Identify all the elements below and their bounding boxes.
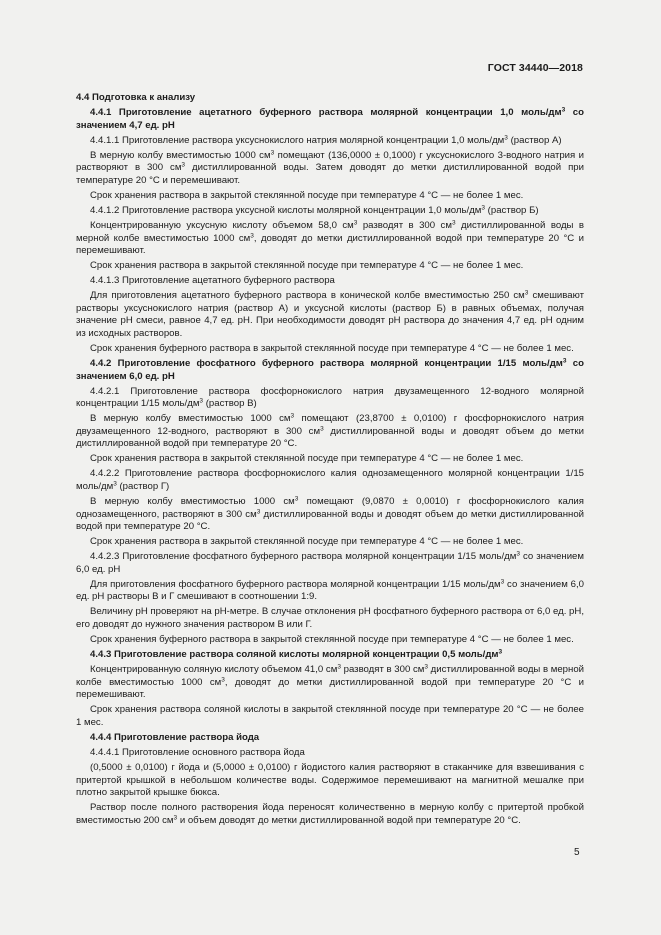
body-paragraph: Для приготовления фосфатного буферного раствора молярной концентрации 1/15 моль/$дм^3$ со значением 6,0 ед. рН растворы В и Г смешивают в соотношении 1:9. [76, 578, 584, 603]
body-paragraph: В мерную колбу вместимостью 1000 $см^3$ помещают (136,0000 ± 0,1000) г уксуснокислого 3-водного натрия и растворяют в 300 $см^3$ дистиллированной воды. Затем доводят до метки дистиллированной водой при температуре 20 °С и перемешивают. [76, 149, 584, 186]
section-heading: 4.4.2 Приготовление фосфатного буферного раствора молярной концентрации 1/15 моль/$дм^3$ со значением 6,0 ед. рН [76, 357, 584, 382]
body-paragraph: Срок хранения раствора в закрытой стеклянной посуде при температуре 4 °С — не более 1 мес. [90, 189, 524, 201]
section-heading: 4.4.2.3 Приготовление фосфатного буферного раствора молярной концентрации 1/15 моль/$дм^3$ со значением 6,0 ед. рН [76, 550, 584, 575]
body-paragraph: Концентрированную уксусную кислоту объемом 58,0 $см^3$ разводят в 300 $см^3$ дистиллированной воды в мерной колбе вместимостью 1000 $см^3$, доводят до метки дистиллированной водой при температуре 20 °С и перемешивают. [76, 219, 584, 257]
body-paragraph: Срок хранения буферного раствора в закрытой стеклянной посуде при температуре 4 °С — не более 1 мес. [90, 342, 574, 354]
section-heading: 4.4.4.1 Приготовление основного раствора йода [90, 746, 305, 758]
section-heading: 4.4.1.2 Приготовление раствора уксусной кислоты молярной концентрации 1,0 моль/$дм^3$ (раствор Б) [90, 204, 539, 216]
section-heading: 4.4 Подготовка к анализу [76, 92, 196, 103]
section-heading: 4.4.4 Приготовление раствора йода [90, 731, 260, 743]
document-body [76, 92, 584, 830]
body-paragraph: В мерную колбу вместимостью 1000 $см^3$ помещают (9,0870 ± 0,0010) г фосфорнокислого калия однозамещенного, растворяют в 300 $см^3$ дистиллированной воды и доводят объем до метки дистиллированной водой при температуре 20 °С. [76, 495, 585, 532]
body-paragraph: Раствор после полного растворения йода переносят количественно в мерную колбу с притертой пробкой вместимостью 200 $см^3$ и объем доводят до метки дистиллированной водой при температуре 20 °С. [76, 802, 584, 826]
section-heading: 4.4.1.1 Приготовление раствора уксуснокислого натрия молярной концентрации 1,0 моль/$дм^3$ (раствор А) [90, 134, 562, 146]
body-paragraph: Срок хранения буферного раствора в закрытой стеклянной посуде при температуре 4 °С — не более 1 мес. [90, 633, 574, 645]
body-paragraph: В мерную колбу вместимостью 1000 $см^3$ помещают (23,8700 ± 0,0100) г фосфорнокислого натрия двузамещенного 12-водного, растворяют в 300 $см^3$ дистиллированной воды и доводят объем до метки дистиллированной водой при температуре 20 °С. [76, 412, 584, 450]
section-heading: 4.4.2.1 Приготовление раствора фосфорнокислого натрия двузамещенного 12-водного молярной концентрации 1/15 моль/$дм^3$ (раствор В) [76, 385, 584, 410]
section-heading: 4.4.2.2 Приготовление раствора фосфорнокислого калия однозамещенного молярной концентрации 1/15 моль/$дм^3$ (раствор Г) [76, 468, 584, 492]
body-paragraph: Срок хранения раствора соляной кислоты в закрытой стеклянной посуде при температуре 20 °С — не более 1 мес. [76, 704, 584, 728]
body-paragraph: Срок хранения раствора в закрытой стеклянной посуде при температуре 4 °С — не более 1 мес. [90, 453, 524, 465]
body-paragraph: Для приготовления ацетатного буферного раствора в конической колбе вместимостью 250 $см^3$ смешивают растворы уксуснокислого натрия (раствор А) и уксусной кислоты (раствор Б) в равных объемах, получая значение рН смеси, равное 4,7 ед. рН. При необходимости доводят рН раствора до значения 4,7 ед. рН одним из исходных растворов. [76, 289, 584, 339]
section-heading: 4.4.1 Приготовление ацетатного буферного раствора молярной концентрации 1,0 моль/$дм^3$ со значением 4,7 ед. рН [76, 106, 584, 131]
body-paragraph: Величину рН проверяют на рН-метре. В случае отклонения рН фосфатного буферного раствора от 6,0 ед. рН, его доводят до нужного значения раствором В или Г. [76, 606, 584, 630]
standard-code: ГОСТ 34440—2018 [487, 62, 583, 74]
page-number: 5 [574, 847, 580, 858]
section-heading: 4.4.1.3 Приготовление ацетатного буферного раствора [90, 275, 335, 287]
body-paragraph: (0,5000 ± 0,0100) г йода и (5,0000 ± 0,0100) г йодистого калия растворяют в стаканчике для взвешивания с притертой крышкой в небольшом количестве воды. Содержимое перемешивают на магнитной мешалке при плотно закрытой крышке бюкса. [76, 762, 584, 799]
body-paragraph: Срок хранения раствора в закрытой стеклянной посуде при температуре 4 °С — не более 1 мес. [90, 536, 524, 548]
section-heading: 4.4.3 Приготовление раствора соляной кислоты молярной концентрации 0,5 моль/$дм^3$ [90, 648, 503, 661]
body-paragraph: Срок хранения раствора в закрытой стеклянной посуде при температуре 4 °С — не более 1 мес. [90, 260, 524, 272]
body-paragraph: Концентрированную соляную кислоту объемом 41,0 $см^3$ разводят в 300 $см^3$ дистиллированной воды в мерной колбе вместимостью 1000 $см^3$, доводят до метки дистиллированной водой при температуре 20 °С и перемешивают. [76, 663, 585, 701]
